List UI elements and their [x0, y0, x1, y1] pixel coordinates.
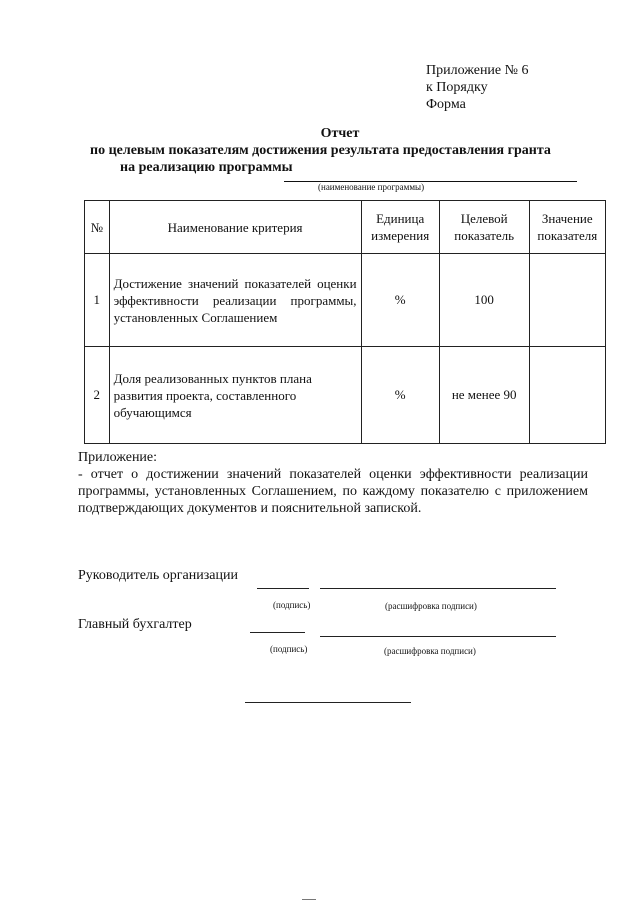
report-subtitle-line2: на реализацию программы — [120, 160, 293, 175]
row-criterion-name: Достижение значений показателей оценки эффективности реализации программы, установленных Соглашением — [109, 254, 361, 347]
attachment-heading: Приложение: — [78, 450, 158, 465]
header-value: Значение показателя — [529, 201, 605, 254]
table-row — [85, 254, 606, 347]
head-signature-line[interactable] — [257, 588, 309, 589]
head-label: Руководитель организации — [78, 568, 238, 583]
table-header-row — [85, 201, 606, 254]
appendix-number: Приложение № 6 — [426, 63, 529, 78]
criteria-table — [84, 200, 606, 444]
program-name-hint: (наименование программы) — [318, 182, 425, 192]
row-target: 100 — [439, 254, 529, 347]
row-value-cell[interactable] — [529, 254, 605, 347]
accountant-label: Главный бухгалтер — [78, 617, 192, 632]
accountant-decode-line[interactable] — [320, 636, 556, 637]
head-decode-line[interactable] — [320, 588, 556, 589]
accountant-signature-line[interactable] — [250, 632, 305, 633]
row-num: 1 — [85, 254, 110, 347]
accountant-signature-hint: (подпись) — [270, 644, 308, 654]
closing-separator — [245, 702, 411, 703]
scan-mark — [302, 899, 316, 900]
row-unit: % — [361, 347, 439, 444]
header-target: Целевой показатель — [439, 201, 529, 254]
header-name: Наименование критерия — [109, 201, 361, 254]
attachment-notes — [78, 449, 588, 517]
report-subtitle-line1: по целевым показателям достижения результата предоставления гранта — [90, 143, 551, 158]
header-unit: Единица измерения — [361, 201, 439, 254]
header-num: № — [85, 201, 110, 254]
row-unit: % — [361, 254, 439, 347]
report-title: Отчет — [320, 126, 360, 141]
appendix-form-label: Форма — [426, 97, 466, 112]
appendix-block — [426, 62, 529, 113]
accountant-decode-hint: (расшифровка подписи) — [384, 646, 476, 656]
attachment-text: - отчет о достижении значений показателей оценки эффективности реализации программы, установленных Соглашением, по каждому показателю с приложением подтверждающих документов и пояснительной запиской. — [78, 467, 588, 516]
appendix-reference: к Порядку — [426, 80, 488, 95]
row-value-cell[interactable] — [529, 347, 605, 444]
row-num: 2 — [85, 347, 110, 444]
head-signature-hint: (подпись) — [273, 600, 311, 610]
head-decode-hint: (расшифровка подписи) — [385, 601, 477, 611]
row-target: не менее 90 — [439, 347, 529, 444]
row-criterion-name: Доля реализованных пунктов плана развития проекта, составленного обучающимся — [109, 347, 361, 444]
table-row — [85, 347, 606, 444]
